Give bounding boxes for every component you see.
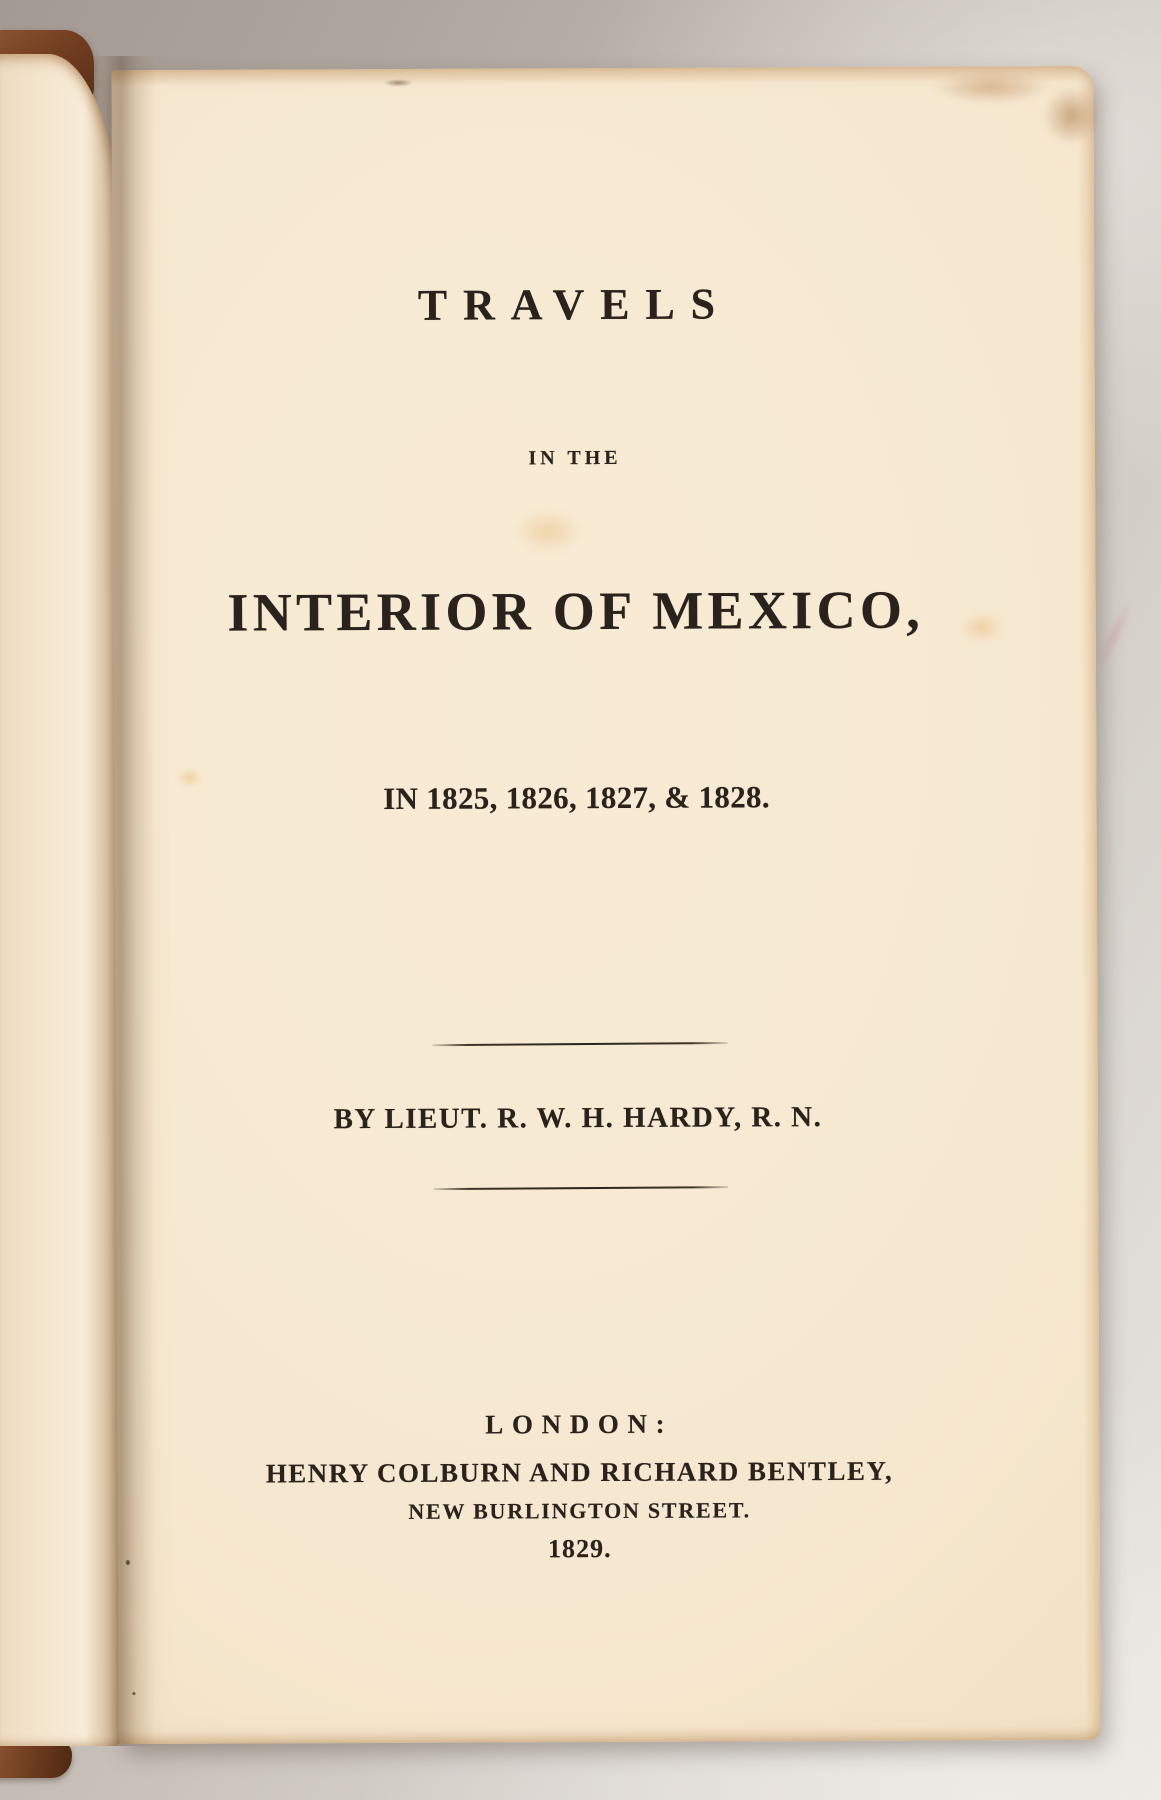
imprint-city: LONDON: — [485, 1408, 674, 1440]
imprint-publisher: HENRY COLBURN AND RICHARD BENTLEY, — [265, 1455, 894, 1489]
imprint-year: 1829. — [547, 1533, 612, 1564]
foxing-spot — [1041, 86, 1101, 146]
book-title-main: TRAVELS — [417, 279, 732, 330]
travel-years-line: IN 1825, 1826, 1827, & 1828. — [383, 779, 770, 816]
author-line: BY LIEUT. R. W. H. HARDY, R. N. — [333, 1101, 823, 1136]
book-title-subject: INTERIOR OF MEXICO, — [227, 579, 925, 643]
foxing-spot — [513, 508, 583, 554]
title-page — [111, 66, 1100, 1744]
facing-page-edge — [0, 54, 122, 1746]
paper-speck — [132, 1692, 135, 1695]
background-smudge — [1093, 596, 1138, 673]
divider-rule-top — [433, 1042, 728, 1046]
foxing-spot — [931, 70, 1051, 105]
foxing-spot — [383, 79, 413, 87]
divider-rule-bottom — [433, 1186, 728, 1190]
book-spine-bottom — [0, 1742, 72, 1778]
title-connector: IN THE — [528, 446, 622, 470]
imprint-street: NEW BURLINGTON STREET. — [408, 1497, 751, 1524]
